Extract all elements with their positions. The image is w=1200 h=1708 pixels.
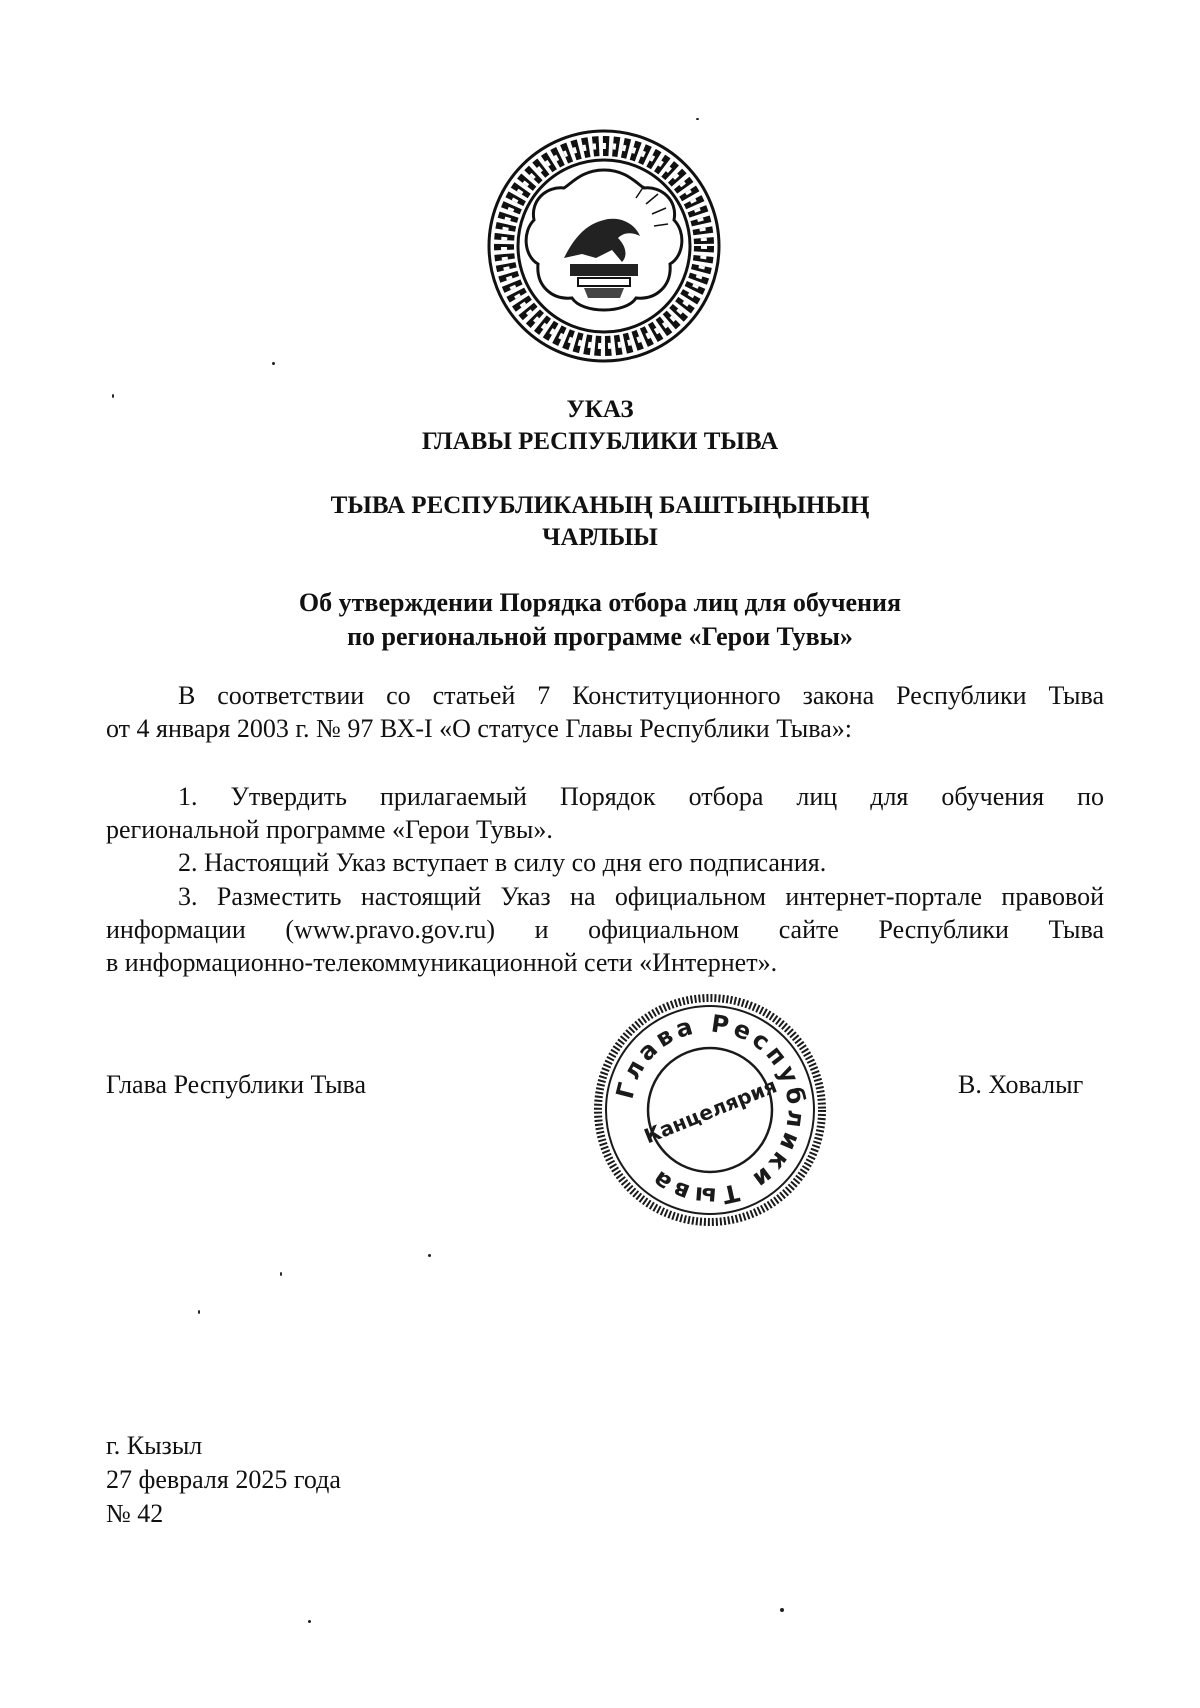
tuva-emblem-icon xyxy=(486,128,722,364)
item-3 xyxy=(106,880,1104,979)
preamble-line2: от 4 января 2003 г. № 97 ВХ-I «О статусе Главы Республики Тыва»: xyxy=(106,714,852,743)
header-line-ukaz: УКАЗ xyxy=(566,396,634,423)
scan-speck xyxy=(272,362,275,365)
item-1-line1: 1. Утвердить прилагаемый Порядок отбора лиц для обучения по xyxy=(178,782,1104,811)
item-3-line3: в информационно-телекоммуникационной сети «Интернет». xyxy=(106,948,778,977)
footer-number: № 42 xyxy=(106,1499,164,1528)
item-1 xyxy=(106,780,1104,846)
scan-speck xyxy=(112,394,114,398)
scan-speck xyxy=(280,1272,282,1276)
scan-speck xyxy=(198,1310,200,1314)
header-title-ru xyxy=(0,394,1200,458)
item-3-line1: 3. Разместить настоящий Указ на официальном интернет-портале правовой xyxy=(178,882,1104,911)
official-stamp-icon xyxy=(590,990,830,1230)
footer-city: г. Кызыл xyxy=(106,1431,203,1460)
stamp-ring-text: Глава Республики Тыва xyxy=(610,1009,811,1211)
scan-speck xyxy=(308,1620,311,1623)
header-title-tyv xyxy=(0,490,1200,554)
signature-name: В. Ховалыг xyxy=(958,1070,1084,1099)
scan-speck xyxy=(696,118,699,120)
header-line-tyva: ТЫВА РЕСПУБЛИКАНЫҢ БАШТЫҢЫНЫҢ xyxy=(330,492,870,519)
header-line-glavy: ГЛАВЫ РЕСПУБЛИКИ ТЫВА xyxy=(421,428,779,455)
item-2-line1: 2. Настоящий Указ вступает в силу со дня его подписания. xyxy=(178,848,827,877)
document-title-line1: Об утверждении Порядка отбора лиц для обучения xyxy=(298,588,902,617)
item-2 xyxy=(106,846,1104,879)
scan-speck xyxy=(428,1254,431,1257)
document-title xyxy=(0,586,1200,654)
scan-speck xyxy=(780,1608,784,1612)
preamble xyxy=(106,679,1104,745)
signature-position: Глава Республики Тыва xyxy=(106,1070,367,1099)
stamp-center-text: Канцелярия xyxy=(640,1073,781,1149)
item-1-line2: региональной программе «Герои Тувы». xyxy=(106,815,553,844)
document-title-line2: по региональной программе «Герои Тувы» xyxy=(347,622,853,651)
item-3-line2: информации (www.pravo.gov.ru) и официальном сайте Республики Тыва xyxy=(106,915,1104,944)
header-line-charlyy: ЧАРЛЫЫ xyxy=(542,524,658,551)
footer-date: 27 февраля 2025 года xyxy=(106,1465,341,1494)
document-footer xyxy=(106,1429,341,1531)
preamble-line1: В соответствии со статьей 7 Конституционного закона Республики Тыва xyxy=(178,681,1104,710)
